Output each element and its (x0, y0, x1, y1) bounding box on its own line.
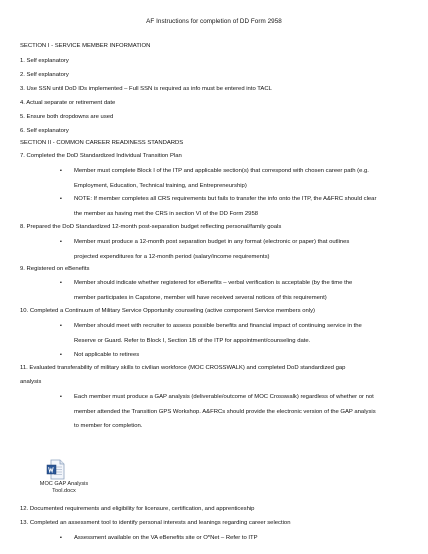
item-10-bullet-a-line-1: Member should meet with recruiter to assess possible benefits and financial impact of continuing service in the (74, 323, 362, 329)
item-11-line-1: 11. Evaluated transferability of military skills to civilian workforce (MOC CROSSWALK) and completed DoD standardized gap (20, 365, 346, 371)
item-10: 10. Completed a Continuum of Military Service Opportunity counseling (active component Service members only) (20, 308, 315, 314)
attachment-name-line-2: Tool.docx (52, 487, 76, 494)
item-2: 2. Self explanatory (20, 72, 69, 78)
item-10-bullet-b: Not applicable to retirees (74, 352, 140, 358)
item-11-bullet-a-line-3: to member for completion. (74, 423, 143, 429)
item-7-bullet-b-line-2: the member as having met the CRS in section VI of the DD Form 2958 (74, 211, 259, 217)
item-11-bullet-a-line-2: member attended the Transition GPS Workshop. A&FRCs should provide the electronic version of the GAP analysis (74, 409, 376, 415)
bullet-marker: ▪ (60, 535, 62, 541)
bullet-marker: ▪ (60, 394, 62, 400)
bullet-marker: ▪ (60, 196, 62, 202)
bullet-marker: ▪ (60, 280, 62, 286)
item-9-bullet-a-line-1: Member should indicate whether registered for eBenefits – verbal verification is acceptable (by the time the (74, 280, 353, 286)
item-3: 3. Use SSN until DoD IDs implemented – Full SSN is required as info must be entered into TACL (20, 86, 272, 92)
item-11-line-2: analysis (20, 379, 42, 385)
item-6: 6. Self explanatory (20, 128, 69, 134)
item-13: 13. Completed an assessment tool to identify personal interests and leanings regarding career selection (20, 520, 291, 526)
item-5: 5. Ensure both dropdowns are used (20, 114, 114, 120)
section-1-heading: SECTION I - SERVICE MEMBER INFORMATION (20, 43, 151, 49)
document-title: AF Instructions for completion of DD Form 2958 (146, 18, 282, 25)
section-2-heading: SECTION II - COMMON CAREER READINESS STANDARDS (20, 140, 184, 146)
attachment-label (30, 481, 98, 494)
item-7-bullet-a-line-1: Member must complete Block I of the ITP and applicable section(s) that correspond with chosen career path (e.g. (74, 168, 369, 174)
item-7: 7. Completed the DoD Standardized Individual Transition Plan (20, 153, 182, 159)
item-7-bullet-b-line-1: NOTE: If member completes all CRS requirements but fails to transfer the info onto the ITP, the A&FRC should clear (74, 196, 377, 202)
attachment-name-line-1: MOC GAP Analysis (39, 481, 89, 487)
word-document-icon (45, 459, 67, 481)
embedded-attachment[interactable] (30, 459, 100, 499)
bullet-marker: ▪ (60, 239, 62, 245)
item-9-bullet-a-line-2: member participates in Capstone, member will have received several notices of this requirement) (74, 295, 327, 301)
bullet-marker: ▪ (60, 323, 62, 329)
item-11-bullet-a-line-1: Each member must produce a GAP analysis (deliverable/outcome of MOC Crosswalk) regardless of whether or not (74, 394, 374, 400)
item-7-bullet-a-line-2: Employment, Education, Technical training, and Entrepreneurship) (74, 183, 247, 189)
item-4: 4. Actual separate or retirement date (20, 100, 116, 106)
item-8-bullet-a-line-2: projected expenditures for a 12-month period (salary/income requirements) (74, 254, 270, 260)
item-12: 12. Documented requirements and eligibility for licensure, certification, and apprenticeship (20, 506, 255, 512)
item-8-bullet-a-line-1: Member must produce a 12-month post separation budget in any format (electronic or paper) that outlines (74, 239, 350, 245)
item-1: 1. Self explanatory (20, 58, 69, 64)
item-8: 8. Prepared the DoD Standardized 12-month post-separation budget reflecting personal/family goals (20, 224, 282, 230)
bullet-marker: ▪ (60, 352, 62, 358)
item-13-bullet-a: Assessment available on the VA eBenefits site or O*Net – Refer to ITP (74, 535, 258, 541)
item-10-bullet-a-line-2: Reserve or Guard. Refer to Block I, Section 1B of the ITP for appointment/counseling date. (74, 338, 311, 344)
bullet-marker: ▪ (60, 168, 62, 174)
item-9: 9. Registered on eBenefits (20, 266, 90, 272)
